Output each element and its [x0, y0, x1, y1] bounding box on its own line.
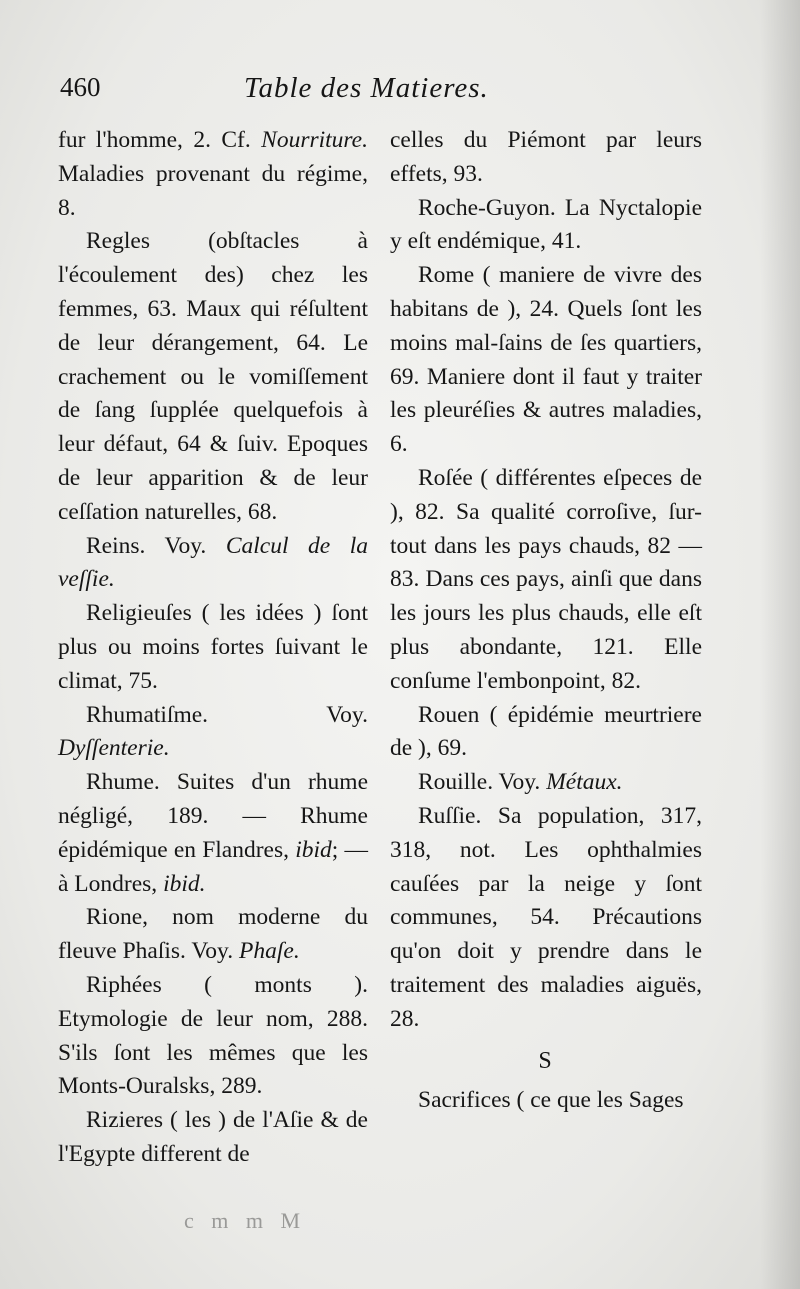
entry-text: Rhumatiſme. Voy.	[86, 701, 368, 728]
index-entry	[390, 462, 702, 699]
entry-text: Rhume. Suites d'un rhume négligé, 189. — Rhume épidémique en Flandres,	[58, 769, 368, 863]
entry-text: Religieuſes ( les idées ) ſont plus ou moins fortes ſuivant le climat, 75.	[58, 600, 368, 694]
entry-crossref-text: Phaſe.	[239, 938, 300, 965]
entry-text: Riphées ( monts ). Etymologie de leur nom, 288. S'ils ſont les mêmes que les Monts-Ouralsks, 289.	[58, 971, 368, 1100]
index-entry	[58, 969, 368, 1104]
entry-crossref-text: ibid	[295, 836, 332, 863]
entry-text: Rouille. Voy.	[418, 769, 547, 796]
index-entry	[390, 699, 702, 767]
entry-text: Regles (obſtacles à l'écoulement des) chez les femmes, 63. Maux qui réſultent de leur dérangement, 64. Le crachement ou le vomiſſement de ſang ſupplée quelquefois à leur défaut, 64 & ſuiv. Epoques de leur apparition & de leur ceſſation naturelles, 68.	[58, 228, 368, 525]
index-entry	[390, 800, 702, 1037]
index-column-left	[58, 124, 368, 1172]
entry-crossref-text: Dyſſenterie.	[58, 735, 170, 762]
entry-text: celles du Piémont par leurs effets, 93.	[390, 127, 702, 187]
index-column-right	[390, 124, 702, 1118]
index-entry	[390, 124, 702, 192]
index-entry	[390, 192, 702, 260]
index-entry	[390, 259, 702, 462]
page-gutter-shadow	[760, 0, 800, 1289]
index-entry	[390, 1084, 702, 1118]
entry-text: Roſée ( différentes eſpeces de ), 82. Sa qualité corroſive, ſur-tout dans les pays chauds, 82 — 83. Dans ces pays, ainſi que dans les jours les plus chauds, elle eſt plus abondante, 121. Elle conſume l'embonpoint, 82.	[390, 464, 702, 694]
printer-signature-mark: c m m M	[184, 1208, 307, 1233]
index-entry	[390, 766, 702, 800]
index-entry	[58, 901, 368, 969]
page-number: 460	[60, 72, 101, 102]
entry-text: Maladies provenant du régime, 8.	[58, 160, 368, 221]
entry-crossref-text: ibid.	[163, 870, 206, 897]
index-entry	[58, 597, 368, 698]
running-head: Table des Matieres.	[244, 72, 489, 104]
entry-text: Ruſſie. Sa population, 317, 318, not. Les ophthalmies cauſées par la neige y ſont communes, 54. Précautions qu'on doit y prendre dans le traitement des maladies aiguës, 28.	[390, 802, 702, 1032]
index-entry	[58, 124, 368, 225]
index-entry	[58, 225, 368, 529]
entry-text: Rouen ( épidémie meurtriere de ), 69.	[390, 701, 702, 762]
entry-text: Rome ( maniere de vivre des habitans de ), 24. Quels ſont les moins mal-ſains de ſes quartiers, 69. Maniere dont il faut y traiter les pleuréſies & autres maladies, 6.	[390, 262, 702, 458]
entry-text: Sacrifices ( ce que les Sages	[418, 1087, 684, 1114]
entry-crossref-text: Calcul de la veſſie.	[58, 532, 368, 593]
entry-crossref-text: Nourriture.	[261, 127, 368, 153]
index-entry	[58, 766, 368, 901]
entry-text: fur l'homme, 2. Cf.	[58, 127, 262, 153]
entry-text: ; — à Londres,	[58, 836, 368, 897]
index-entry	[58, 1104, 368, 1172]
entry-text: Rizieres ( les ) de l'Aſie & de l'Egypte different de	[58, 1107, 368, 1167]
entry-text: Rione, nom moderne du fleuve Phaſis. Voy.	[58, 904, 368, 965]
index-entry	[58, 699, 368, 767]
entry-crossref-text: Métaux.	[546, 769, 623, 796]
entry-text: Reins. Voy.	[86, 532, 226, 559]
page-header	[60, 72, 760, 118]
section-letter: S	[538, 1047, 554, 1074]
index-entry	[58, 530, 368, 598]
entry-text: Roche-Guyon. La Nyctalopie y eſt endémique, 41.	[390, 194, 702, 255]
